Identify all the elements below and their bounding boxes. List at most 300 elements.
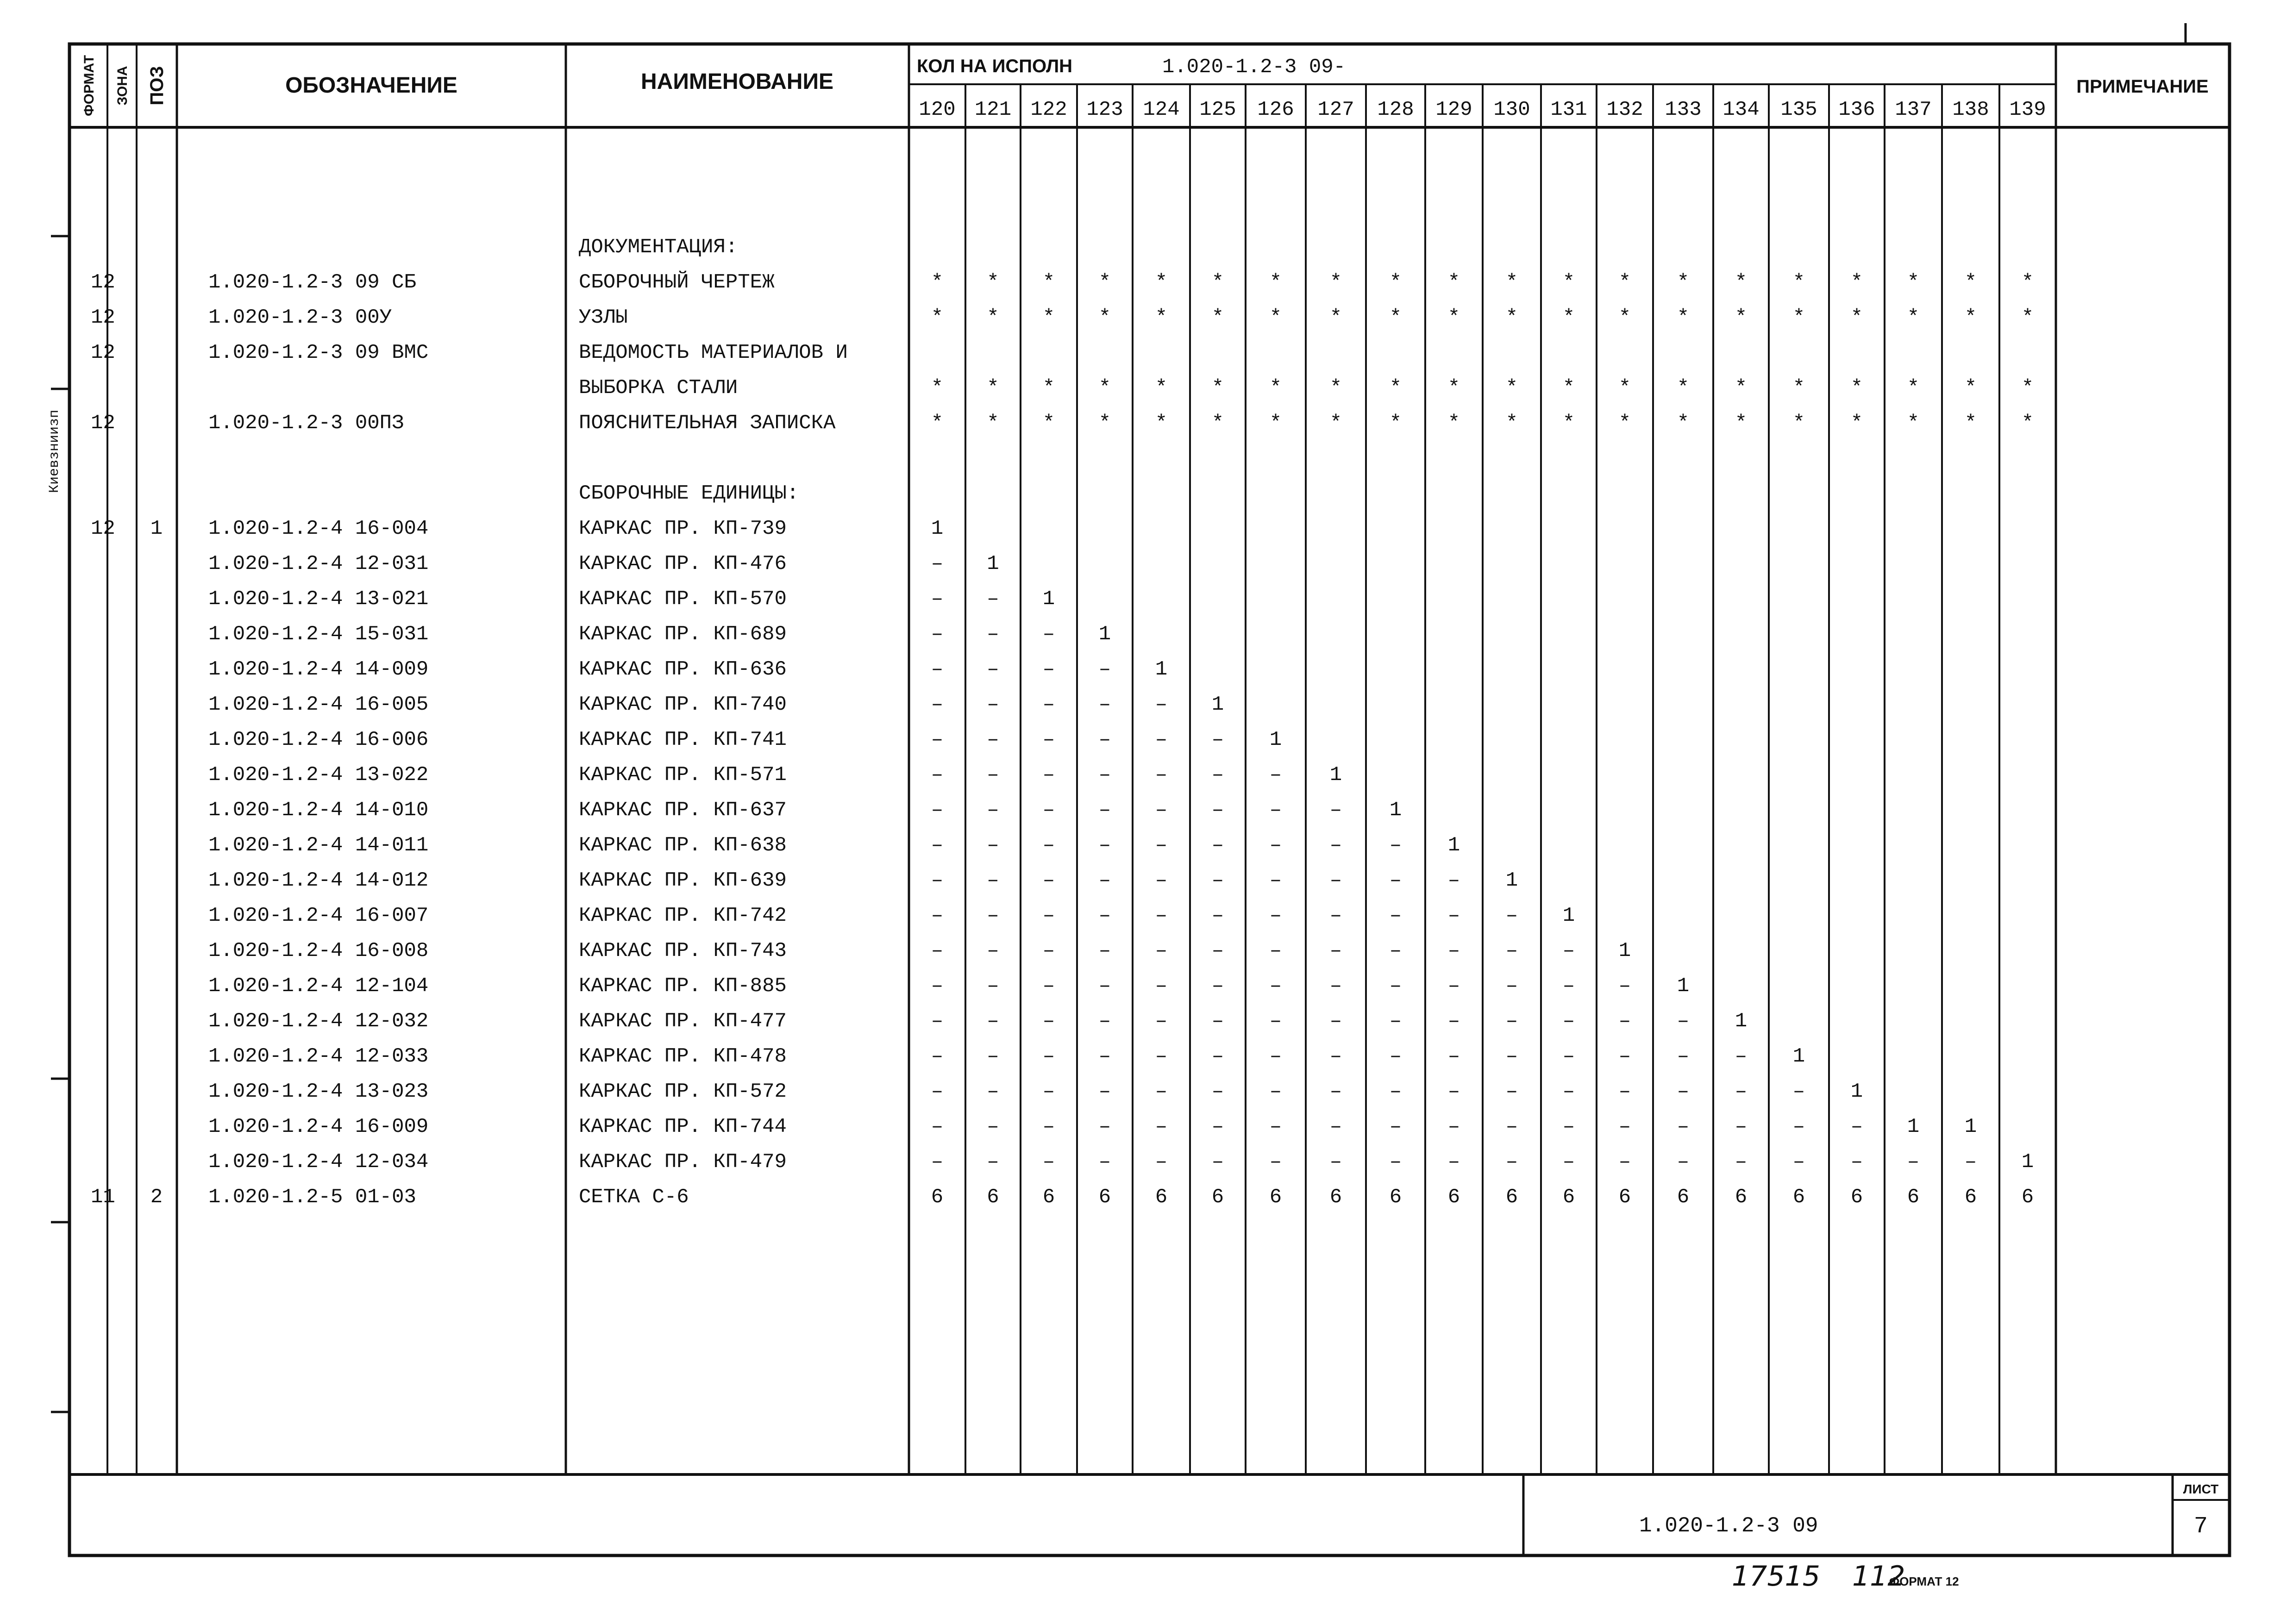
row-designation: 1.020-1.2-4 16-008 [208, 939, 429, 962]
row-qty-cell: – [1447, 1080, 1460, 1103]
row-qty-cell: – [931, 728, 944, 751]
row-designation: 1.020-1.2-4 16-006 [208, 728, 429, 751]
table-row [208, 939, 1631, 962]
row-qty-cell: – [1329, 869, 1342, 892]
row-qty-cell: * [1792, 306, 1805, 329]
footer [1732, 1560, 1959, 1593]
row-qty-cell: 6 [1792, 1186, 1805, 1209]
row-name: ПОЯСНИТЕЛЬНАЯ ЗАПИСКА [579, 412, 836, 435]
row-qty-cell: – [1389, 974, 1402, 998]
row-qty-cell: – [1098, 939, 1111, 962]
row-qty-cell: – [1447, 974, 1460, 998]
row-designation: 1.020-1.2-4 14-009 [208, 658, 429, 681]
variant-number-129: 129 [1435, 98, 1472, 121]
row-qty-cell: 6 [1155, 1186, 1168, 1209]
row-qty-cell: * [1042, 412, 1055, 435]
row-qty-cell: 1 [1618, 939, 1631, 962]
table-row [208, 904, 1575, 927]
row-qty-cell: – [1211, 904, 1224, 927]
row-qty-cell: – [1269, 834, 1282, 857]
row-qty-cell: * [1098, 412, 1111, 435]
row-qty-cell: – [1098, 728, 1111, 751]
row-qty-cell: 1 [1964, 1115, 1977, 1138]
row-qty-cell: – [1211, 1010, 1224, 1033]
row-qty-cell: – [1735, 1045, 1748, 1068]
row-qty-cell: * [1964, 271, 1977, 294]
row-name: КАРКАС ПР. КП-571 [579, 763, 787, 787]
row-qty-cell: – [1447, 869, 1460, 892]
row-qty-cell: – [1447, 1115, 1460, 1138]
row-qty-cell: 6 [931, 1186, 944, 1209]
row-name: КАРКАС ПР. КП-476 [579, 552, 787, 575]
row-qty-cell: – [931, 1080, 944, 1103]
row-qty-cell: * [1677, 271, 1690, 294]
row-name: КАРКАС ПР. КП-479 [579, 1150, 787, 1174]
row-qty-cell: 1 [1269, 728, 1282, 751]
row-qty-cell: – [1098, 974, 1111, 998]
row-qty-cell: – [1618, 974, 1631, 998]
row-qty-cell: – [1155, 693, 1168, 716]
row-qty-cell: * [1447, 376, 1460, 400]
row-qty-cell: – [1505, 939, 1518, 962]
row-name: КАРКАС ПР. КП-742 [579, 904, 787, 927]
row-qty-cell: – [931, 1045, 944, 1068]
row-qty-cell: – [1042, 1150, 1055, 1174]
row-designation: 1.020-1.2-4 16-007 [208, 904, 429, 927]
row-qty-cell: * [1964, 412, 1977, 435]
variant-number-130: 130 [1493, 98, 1530, 121]
row-qty-cell: – [1389, 1150, 1402, 1174]
row-qty-cell: 6 [1562, 1186, 1575, 1209]
row-qty-cell: * [1211, 412, 1224, 435]
row-qty-cell: * [2021, 271, 2034, 294]
row-qty-cell: * [1964, 306, 1977, 329]
row-qty-cell: – [1098, 1080, 1111, 1103]
row-qty-cell: – [1098, 904, 1111, 927]
format-note: ФОРМАТ 12 [1889, 1574, 1959, 1588]
table-row [91, 341, 848, 364]
row-qty-cell: – [987, 728, 999, 751]
row-qty-cell: – [1155, 1150, 1168, 1174]
row-qty-cell: – [1269, 869, 1282, 892]
row-qty-cell: 6 [987, 1186, 999, 1209]
table-row [208, 1150, 2034, 1174]
row-qty-cell: – [1098, 799, 1111, 822]
row-qty-cell: – [1792, 1150, 1805, 1174]
row-qty-cell: – [987, 1045, 999, 1068]
row-name: КАРКАС ПР. КП-741 [579, 728, 787, 751]
row-qty-cell: – [1098, 693, 1111, 716]
row-qty-cell: * [1618, 306, 1631, 329]
row-qty-cell: * [1042, 376, 1055, 400]
row-qty-cell: – [1735, 1115, 1748, 1138]
row-qty-cell: – [987, 904, 999, 927]
handwritten-number-1: 17515 [1732, 1560, 1820, 1593]
variant-number-123: 123 [1086, 98, 1123, 121]
row-qty-cell: 1 [931, 517, 944, 540]
table-row [208, 1010, 1747, 1033]
row-qty-cell: – [1155, 974, 1168, 998]
row-name: КАРКАС ПР. КП-636 [579, 658, 787, 681]
row-format: 12 [91, 306, 115, 329]
row-qty-cell: – [1562, 974, 1575, 998]
row-qty-cell: – [1389, 939, 1402, 962]
row-qty-cell: – [1155, 834, 1168, 857]
row-qty-cell: – [1155, 799, 1168, 822]
row-qty-cell: – [931, 869, 944, 892]
row-qty-cell: * [1964, 376, 1977, 400]
table-row [208, 974, 1689, 998]
row-qty-cell: * [931, 306, 944, 329]
row-qty-cell: * [1389, 306, 1402, 329]
row-qty-cell: – [931, 904, 944, 927]
variant-number-121: 121 [974, 98, 1012, 121]
row-qty-cell: – [931, 939, 944, 962]
row-qty-cell: – [1562, 1010, 1575, 1033]
row-qty-cell: 1 [1329, 763, 1342, 787]
row-qty-cell: 1 [1850, 1080, 1863, 1103]
row-qty-cell: – [931, 799, 944, 822]
row-name: ВЕДОМОСТЬ МАТЕРИАЛОВ И [579, 341, 848, 364]
row-qty-cell: – [1562, 939, 1575, 962]
row-qty-cell: * [1792, 376, 1805, 400]
row-qty-cell: – [1269, 904, 1282, 927]
row-qty-cell: – [931, 587, 944, 611]
row-name: ВЫБОРКА СТАЛИ [579, 376, 738, 400]
row-qty-cell: 6 [1211, 1186, 1224, 1209]
row-qty-cell: – [1447, 939, 1460, 962]
variant-number-135: 135 [1780, 98, 1817, 121]
row-qty-cell: – [1211, 799, 1224, 822]
row-qty-cell: 6 [1447, 1186, 1460, 1209]
row-qty-cell: * [1735, 412, 1748, 435]
row-qty-cell: * [931, 412, 944, 435]
row-qty-cell: – [1329, 834, 1342, 857]
row-name: КАРКАС ПР. КП-739 [579, 517, 787, 540]
row-qty-cell: * [1329, 271, 1342, 294]
row-qty-cell: – [987, 658, 999, 681]
variant-number-137: 137 [1895, 98, 1932, 121]
row-qty-cell: – [1505, 1150, 1518, 1174]
variant-number-127: 127 [1317, 98, 1354, 121]
row-qty-cell: – [1155, 1115, 1168, 1138]
header-format: ФОРМАТ [81, 55, 97, 117]
row-qty-cell: 6 [1735, 1186, 1748, 1209]
header-zone: ЗОНА [115, 66, 130, 106]
table-body [91, 236, 2034, 1209]
row-qty-cell: – [1447, 1045, 1460, 1068]
row-qty-cell: – [987, 799, 999, 822]
row-qty-cell: – [1155, 1010, 1168, 1033]
row-qty-cell: * [1389, 376, 1402, 400]
row-qty-cell: – [1329, 1010, 1342, 1033]
row-qty-cell: 1 [1098, 623, 1111, 646]
row-qty-cell: 6 [1329, 1186, 1342, 1209]
row-qty-cell: – [1042, 869, 1055, 892]
variant-number-128: 128 [1377, 98, 1414, 121]
row-qty-cell: – [1389, 1045, 1402, 1068]
row-qty-cell: 1 [1562, 904, 1575, 927]
row-qty-cell: * [1735, 376, 1748, 400]
row-qty-cell: * [1618, 412, 1631, 435]
frame-lines [51, 23, 2230, 1555]
table-row [208, 693, 1224, 716]
row-designation: 1.020-1.2-4 14-010 [208, 799, 429, 822]
row-qty-cell: 6 [1098, 1186, 1111, 1209]
header-designation: ОБОЗНАЧЕНИЕ [285, 73, 457, 98]
row-name: КАРКАС ПР. КП-572 [579, 1080, 787, 1103]
table-row [208, 1080, 1863, 1103]
row-qty-cell: 6 [2021, 1186, 2034, 1209]
row-qty-cell: – [1735, 1150, 1748, 1174]
table-row [208, 587, 1055, 611]
row-qty-cell: – [1329, 799, 1342, 822]
row-qty-cell: – [1677, 1150, 1690, 1174]
row-pos: 1 [150, 517, 163, 540]
table-row [91, 517, 943, 540]
variant-number-139: 139 [2009, 98, 2046, 121]
row-qty-cell: – [1042, 799, 1055, 822]
row-qty-cell: * [2021, 306, 2034, 329]
row-qty-cell: – [1211, 834, 1224, 857]
row-qty-cell: – [1792, 1115, 1805, 1138]
table-row [91, 306, 2034, 329]
row-qty-cell: * [1562, 271, 1575, 294]
row-qty-cell: – [987, 1150, 999, 1174]
row-qty-cell: – [1042, 939, 1055, 962]
row-qty-cell: * [1098, 306, 1111, 329]
row-qty-cell: – [1042, 1010, 1055, 1033]
sheet-label: ЛИСТ [2183, 1482, 2219, 1496]
row-qty-cell: – [1329, 939, 1342, 962]
row-qty-cell: – [1329, 1045, 1342, 1068]
row-qty-cell: * [1618, 376, 1631, 400]
row-name: КАРКАС ПР. КП-638 [579, 834, 787, 857]
row-qty-cell: – [1907, 1150, 1920, 1174]
handwritten-number-2: 112 [1852, 1560, 1905, 1593]
row-qty-cell: * [1677, 412, 1690, 435]
row-designation: 1.020-1.2-5 01-03 [208, 1186, 416, 1209]
row-qty-cell: – [1269, 1080, 1282, 1103]
row-qty-cell: 6 [1850, 1186, 1863, 1209]
row-qty-cell: * [987, 412, 999, 435]
header-pos: ПОЗ [147, 66, 167, 106]
row-qty-cell: – [1447, 1010, 1460, 1033]
row-qty-cell: * [1042, 306, 1055, 329]
row-qty-cell: 6 [1618, 1186, 1631, 1209]
row-qty-cell: – [931, 1010, 944, 1033]
row-name: ДОКУМЕНТАЦИЯ: [579, 236, 738, 259]
row-qty-cell: – [1269, 799, 1282, 822]
row-qty-cell: * [1329, 306, 1342, 329]
row-qty-cell: – [1850, 1115, 1863, 1138]
row-qty-cell: 6 [1964, 1186, 1977, 1209]
row-format: 11 [91, 1186, 115, 1209]
row-qty-cell: * [1269, 376, 1282, 400]
row-qty-cell: – [1269, 939, 1282, 962]
row-qty-cell: * [931, 271, 944, 294]
table-row [579, 236, 738, 259]
row-qty-cell: – [1505, 1080, 1518, 1103]
row-name: КАРКАС ПР. КП-477 [579, 1010, 787, 1033]
side-stamp: Киевзниизп [47, 409, 63, 493]
row-qty-cell: 1 [1447, 834, 1460, 857]
variant-columns [919, 84, 2046, 1474]
row-qty-cell: – [1389, 904, 1402, 927]
row-qty-cell: – [1505, 974, 1518, 998]
row-qty-cell: 6 [1389, 1186, 1402, 1209]
table-row [208, 1045, 1805, 1068]
row-qty-cell: – [1329, 974, 1342, 998]
row-qty-cell: – [1155, 728, 1168, 751]
row-qty-cell: * [1562, 306, 1575, 329]
row-qty-cell: – [1155, 869, 1168, 892]
row-designation: 1.020-1.2-4 14-011 [208, 834, 429, 857]
row-qty-cell: – [1447, 1150, 1460, 1174]
variant-number-120: 120 [919, 98, 956, 121]
row-qty-cell: – [1269, 1010, 1282, 1033]
row-qty-cell: – [1329, 1150, 1342, 1174]
row-qty-cell: – [1505, 1115, 1518, 1138]
row-pos: 2 [150, 1186, 163, 1209]
row-qty-cell: * [1792, 271, 1805, 294]
row-qty-cell: * [1907, 376, 1920, 400]
row-name: СБОРОЧНЫЙ ЧЕРТЕЖ [579, 271, 775, 294]
row-qty-cell: – [1211, 1115, 1224, 1138]
row-designation: 1.020-1.2-4 12-104 [208, 974, 429, 998]
row-qty-cell: * [1155, 271, 1168, 294]
row-qty-cell: – [931, 1150, 944, 1174]
row-qty-cell: – [987, 939, 999, 962]
row-qty-cell: * [987, 376, 999, 400]
row-qty-cell: * [1098, 376, 1111, 400]
row-name: КАРКАС ПР. КП-637 [579, 799, 787, 822]
row-qty-cell: 6 [1677, 1186, 1690, 1209]
row-qty-cell: * [1735, 271, 1748, 294]
row-qty-cell: – [931, 658, 944, 681]
row-qty-cell: – [1562, 1080, 1575, 1103]
variant-number-133: 133 [1665, 98, 1702, 121]
header-note: ПРИМЕЧАНИЕ [2076, 76, 2209, 97]
table-row [208, 658, 1167, 681]
row-qty-cell: – [1329, 1080, 1342, 1103]
table-row [579, 482, 799, 505]
row-qty-cell: – [1447, 904, 1460, 927]
row-qty-cell: 1 [1505, 869, 1518, 892]
row-qty-cell: 1 [1677, 974, 1690, 998]
variant-number-138: 138 [1952, 98, 1989, 121]
row-qty-cell: 1 [1155, 658, 1168, 681]
row-qty-cell: – [1677, 1045, 1690, 1068]
sheet-number: 7 [2193, 1513, 2208, 1540]
row-qty-cell: – [1098, 1115, 1111, 1138]
row-qty-cell: * [1677, 306, 1690, 329]
row-qty-cell: * [1907, 306, 1920, 329]
row-name: УЗЛЫ [579, 306, 628, 329]
table-row [208, 869, 1518, 892]
row-designation: 1.020-1.2-4 12-031 [208, 552, 429, 575]
row-qty-cell: – [1735, 1080, 1748, 1103]
row-qty-cell: * [2021, 412, 2034, 435]
row-qty-cell: – [931, 1115, 944, 1138]
row-qty-cell: – [931, 623, 944, 646]
row-qty-cell: – [1677, 1010, 1690, 1033]
table-row [208, 763, 1342, 787]
variant-number-126: 126 [1257, 98, 1294, 121]
variant-number-122: 122 [1030, 98, 1067, 121]
table-row [208, 623, 1111, 646]
row-qty-cell: – [1562, 1045, 1575, 1068]
row-designation: 1.020-1.2-4 13-023 [208, 1080, 429, 1103]
row-qty-cell: * [1211, 306, 1224, 329]
row-qty-cell: – [1677, 1080, 1690, 1103]
row-qty-cell: – [987, 869, 999, 892]
row-qty-cell: – [1389, 869, 1402, 892]
header-qty-prefix: 1.020-1.2-3 09- [1162, 56, 1346, 79]
row-qty-cell: – [1098, 1010, 1111, 1033]
row-qty-cell: – [931, 552, 944, 575]
row-qty-cell: * [1505, 306, 1518, 329]
row-qty-cell: – [1505, 904, 1518, 927]
row-qty-cell: * [1098, 271, 1111, 294]
row-designation: 1.020-1.2-3 09 ВМС [208, 341, 429, 364]
row-qty-cell: – [987, 1115, 999, 1138]
row-qty-cell: – [1618, 1080, 1631, 1103]
row-qty-cell: – [1098, 1150, 1111, 1174]
row-qty-cell: – [1098, 763, 1111, 787]
row-designation: 1.020-1.2-4 16-009 [208, 1115, 429, 1138]
row-name: КАРКАС ПР. КП-639 [579, 869, 787, 892]
header-name: НАИМЕНОВАНИЕ [641, 69, 833, 94]
row-qty-cell: – [1042, 763, 1055, 787]
row-qty-cell: – [1505, 1010, 1518, 1033]
row-name: КАРКАС ПР. КП-744 [579, 1115, 787, 1138]
row-qty-cell: – [1269, 1045, 1282, 1068]
row-qty-cell: – [1618, 1115, 1631, 1138]
row-qty-cell: 1 [1211, 693, 1224, 716]
table-row [208, 834, 1460, 857]
table-row [91, 270, 2034, 294]
row-qty-cell: * [1850, 271, 1863, 294]
row-designation: 1.020-1.2-4 15-031 [208, 623, 429, 646]
row-qty-cell: – [1155, 904, 1168, 927]
table-row [208, 728, 1282, 751]
row-qty-cell: – [1042, 623, 1055, 646]
row-qty-cell: – [1098, 1045, 1111, 1068]
row-qty-cell: – [1562, 1150, 1575, 1174]
row-designation: 1.020-1.2-4 14-012 [208, 869, 429, 892]
row-name: КАРКАС ПР. КП-478 [579, 1045, 787, 1068]
row-qty-cell: * [1329, 412, 1342, 435]
row-designation: 1.020-1.2-4 13-021 [208, 587, 429, 611]
row-qty-cell: – [1211, 939, 1224, 962]
row-qty-cell: * [1269, 412, 1282, 435]
row-qty-cell: 6 [1907, 1186, 1920, 1209]
row-qty-cell: – [1562, 1115, 1575, 1138]
row-qty-cell: * [987, 306, 999, 329]
row-name: КАРКАС ПР. КП-885 [579, 974, 787, 998]
variant-number-134: 134 [1723, 98, 1760, 121]
row-qty-cell: * [1269, 306, 1282, 329]
row-qty-cell: * [1618, 271, 1631, 294]
row-designation: 1.020-1.2-4 16-005 [208, 693, 429, 716]
row-name: КАРКАС ПР. КП-570 [579, 587, 787, 611]
row-qty-cell: 6 [1505, 1186, 1518, 1209]
row-qty-cell: – [1211, 1045, 1224, 1068]
row-qty-cell: – [1211, 1080, 1224, 1103]
variant-number-131: 131 [1550, 98, 1587, 121]
row-qty-cell: – [1269, 974, 1282, 998]
